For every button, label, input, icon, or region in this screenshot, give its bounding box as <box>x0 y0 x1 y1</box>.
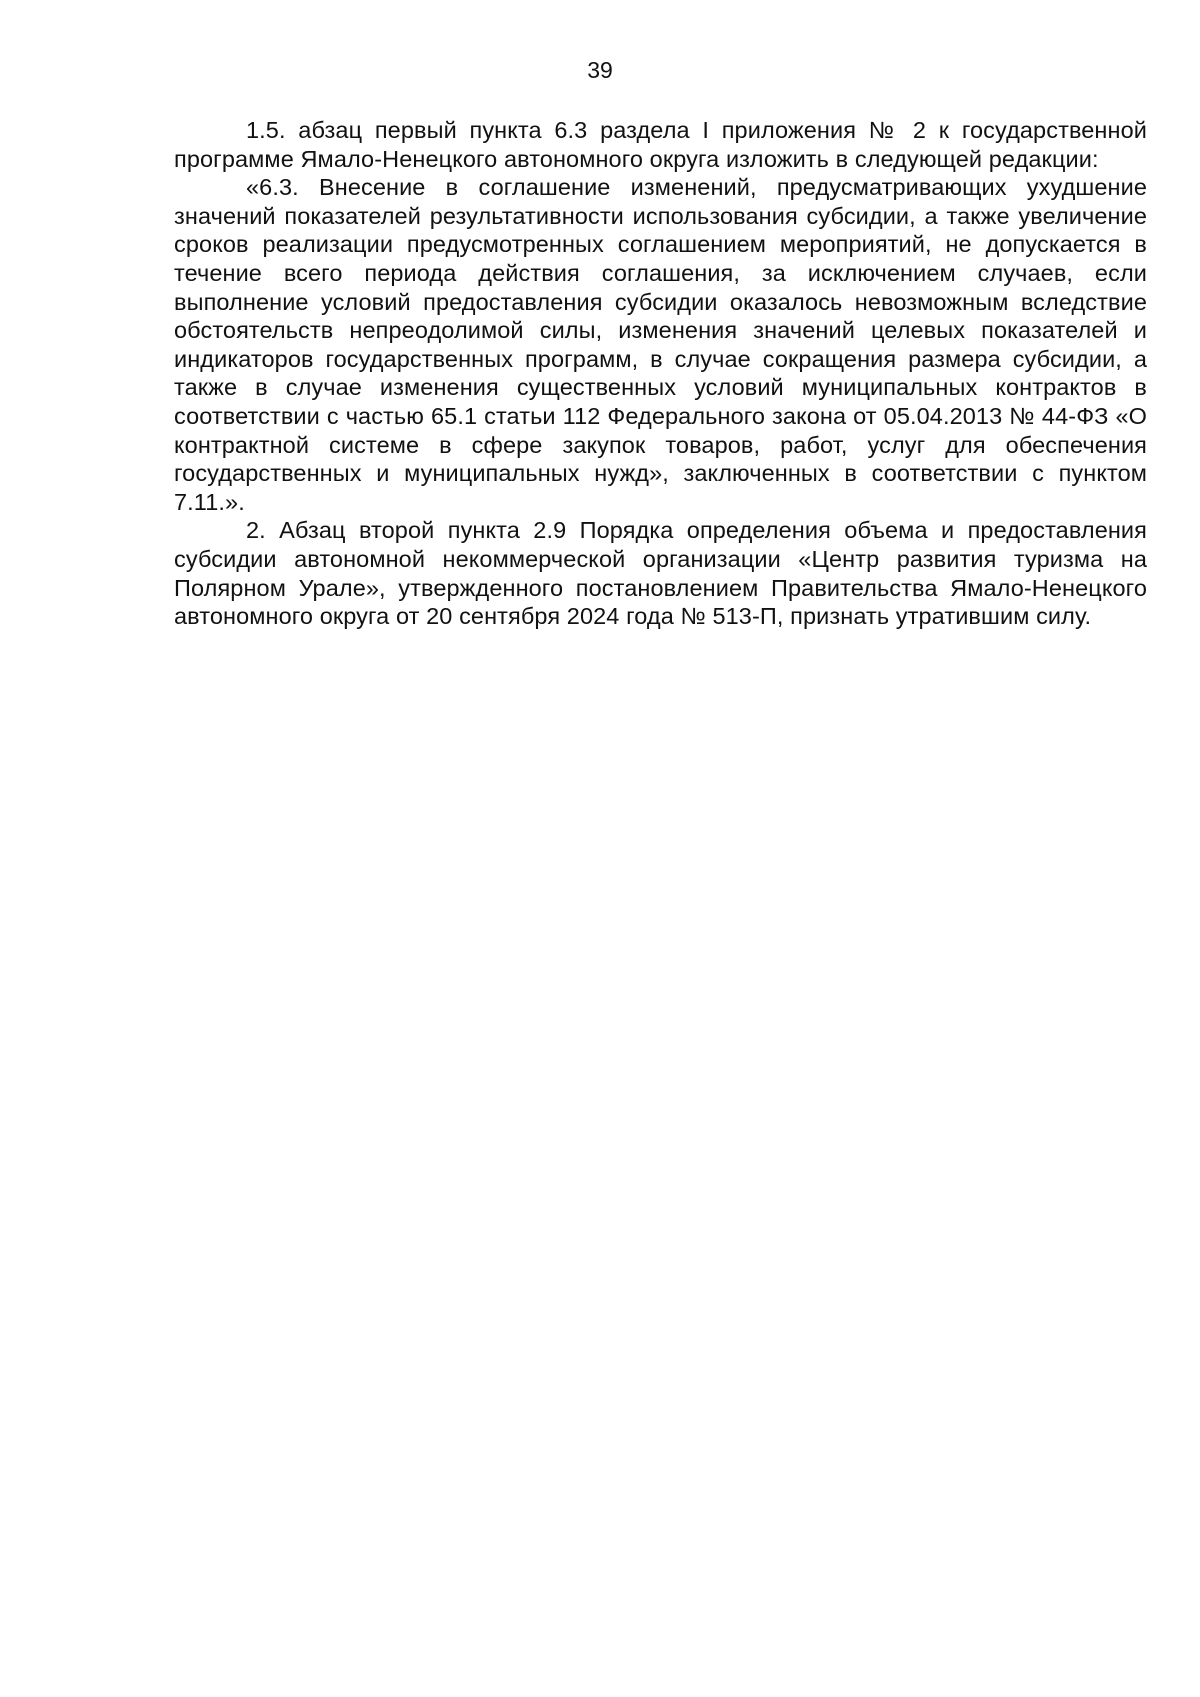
paragraph-amendment-2: 2. Абзац второй пункта 2.9 Порядка определения объема и предоставления субсидии автономной некоммерческой организации «Центр развития туризма на Полярном Урале», утвержденного постановлением Правительства Ямало-Ненецкого автономного округа от 20 сентября 2024 года № 513-П, признать утратившим силу. <box>174 517 1147 630</box>
paragraph-amendment-1-5: 1.5. абзац первый пункта 6.3 раздела I приложения № 2 к государственной программе Ямало-Ненецкого автономного округа изложить в следующей редакции: <box>174 117 1147 172</box>
paragraph-new-wording-6-3: «6.3. Внесение в соглашение изменений, предусматривающих ухудшение значений показателей результативности использования субсидии, а также увеличение сроков реализации предусмотренных соглашением мероприятий, не допускается в течение всего периода действия соглашения, за исключением случаев, если выполнение условий предоставления субсидии оказалось невозможным вследствие обстоятельств непреодолимой силы, изменения значений целевых показателей и индикаторов государственных программ, в случае сокращения размера субсидии, а также в случае изменения существенных условий муниципальных контрактов в соответствии с частью 65.1 статьи 112 Федерального закона от 05.04.2013 № 44-ФЗ «О контрактной системе в сфере закупок товаров, работ, услуг для обеспечения государственных и муниципальных нужд», заключенных в соответствии с пунктом 7.11.». <box>174 174 1147 515</box>
page-number: 39 <box>587 57 613 83</box>
document-body <box>174 116 1147 631</box>
